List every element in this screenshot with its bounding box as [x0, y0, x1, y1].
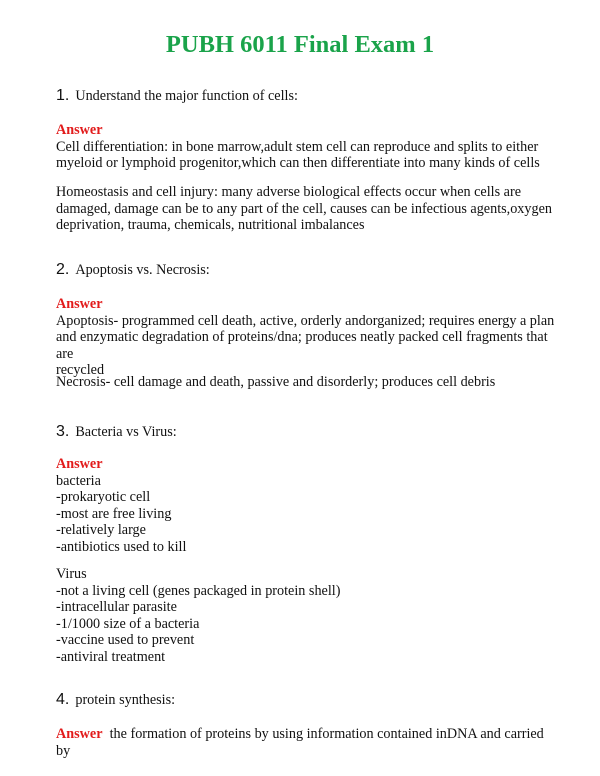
answer-line: -antiviral treatment: [56, 648, 166, 665]
question-4: [56, 692, 175, 709]
answer-label: Answer: [56, 122, 103, 138]
question-number: 4.: [56, 691, 70, 708]
answer-line: -antibiotics used to kill: [56, 538, 187, 555]
question-2: [56, 262, 210, 279]
answer-line: Necrosis- cell damage and death, passive and disorderly; produces cell debris: [56, 374, 496, 390]
answer-paragraph: [56, 374, 556, 391]
answer-line: -relatively large: [56, 522, 146, 539]
answer-label: Answer: [56, 726, 103, 742]
question-number: 2.: [56, 261, 70, 278]
answer-block-3: [56, 456, 556, 556]
answer-line: -not a living cell (genes packaged in protein shell): [56, 582, 341, 599]
answer-line: Homeostasis and cell injury: many adverse biological effects occur when cells are: [56, 184, 522, 200]
answer-line: myeloid or lymphoid progenitor,which can then differentiate into many kinds of cells: [56, 155, 540, 172]
question-1: [56, 88, 298, 105]
answer-line: -most are free living: [56, 505, 172, 522]
question-prompt: Apoptosis vs. Necrosis:: [75, 262, 210, 278]
question-number: 1.: [56, 87, 70, 104]
answer-paragraph: [56, 566, 556, 666]
answer-line: the formation of proteins by using information contained inDNA and carried by: [56, 726, 544, 759]
question-number: 3.: [56, 423, 70, 440]
question-prompt: protein synthesis:: [75, 692, 176, 708]
answer-label: Answer: [56, 296, 103, 312]
answer-line: -prokaryotic cell: [56, 489, 151, 506]
answer-line: deprivation, trauma, chemicals, nutritional imbalances: [56, 217, 365, 234]
answer-paragraph: [56, 184, 556, 234]
answer-label: Answer: [56, 456, 103, 472]
answer-line: recycled: [56, 362, 105, 379]
answer-line: Cell differentiation: in bone marrow,adult stem cell can reproduce and splits to either: [56, 138, 539, 155]
question-prompt: Bacteria vs Virus:: [75, 424, 177, 440]
answer-block-4: [56, 726, 556, 759]
answer-line: -intracellular parasite: [56, 599, 177, 616]
answer-line: Apoptosis- programmed cell death, active, orderly andorganized; requires energy a plan: [56, 312, 555, 329]
question-3: [56, 424, 177, 441]
answer-line: -1/1000 size of a bacteria: [56, 615, 200, 632]
answer-block-1: [56, 122, 556, 172]
answer-line: -vaccine used to prevent: [56, 632, 195, 649]
question-prompt: Understand the major function of cells:: [75, 88, 298, 104]
answer-line: damaged, damage can be to any part of the cell, causes can be infectious agents,oxygen: [56, 200, 552, 217]
answer-line: Virus: [56, 566, 87, 582]
answer-block-2: [56, 296, 556, 379]
answer-line: and enzymatic degradation of proteins/dna; produces neatly packed cell fragments that are: [56, 329, 548, 362]
page-title: PUBH 6011 Final Exam 1: [165, 31, 435, 58]
answer-line: bacteria: [56, 472, 101, 489]
